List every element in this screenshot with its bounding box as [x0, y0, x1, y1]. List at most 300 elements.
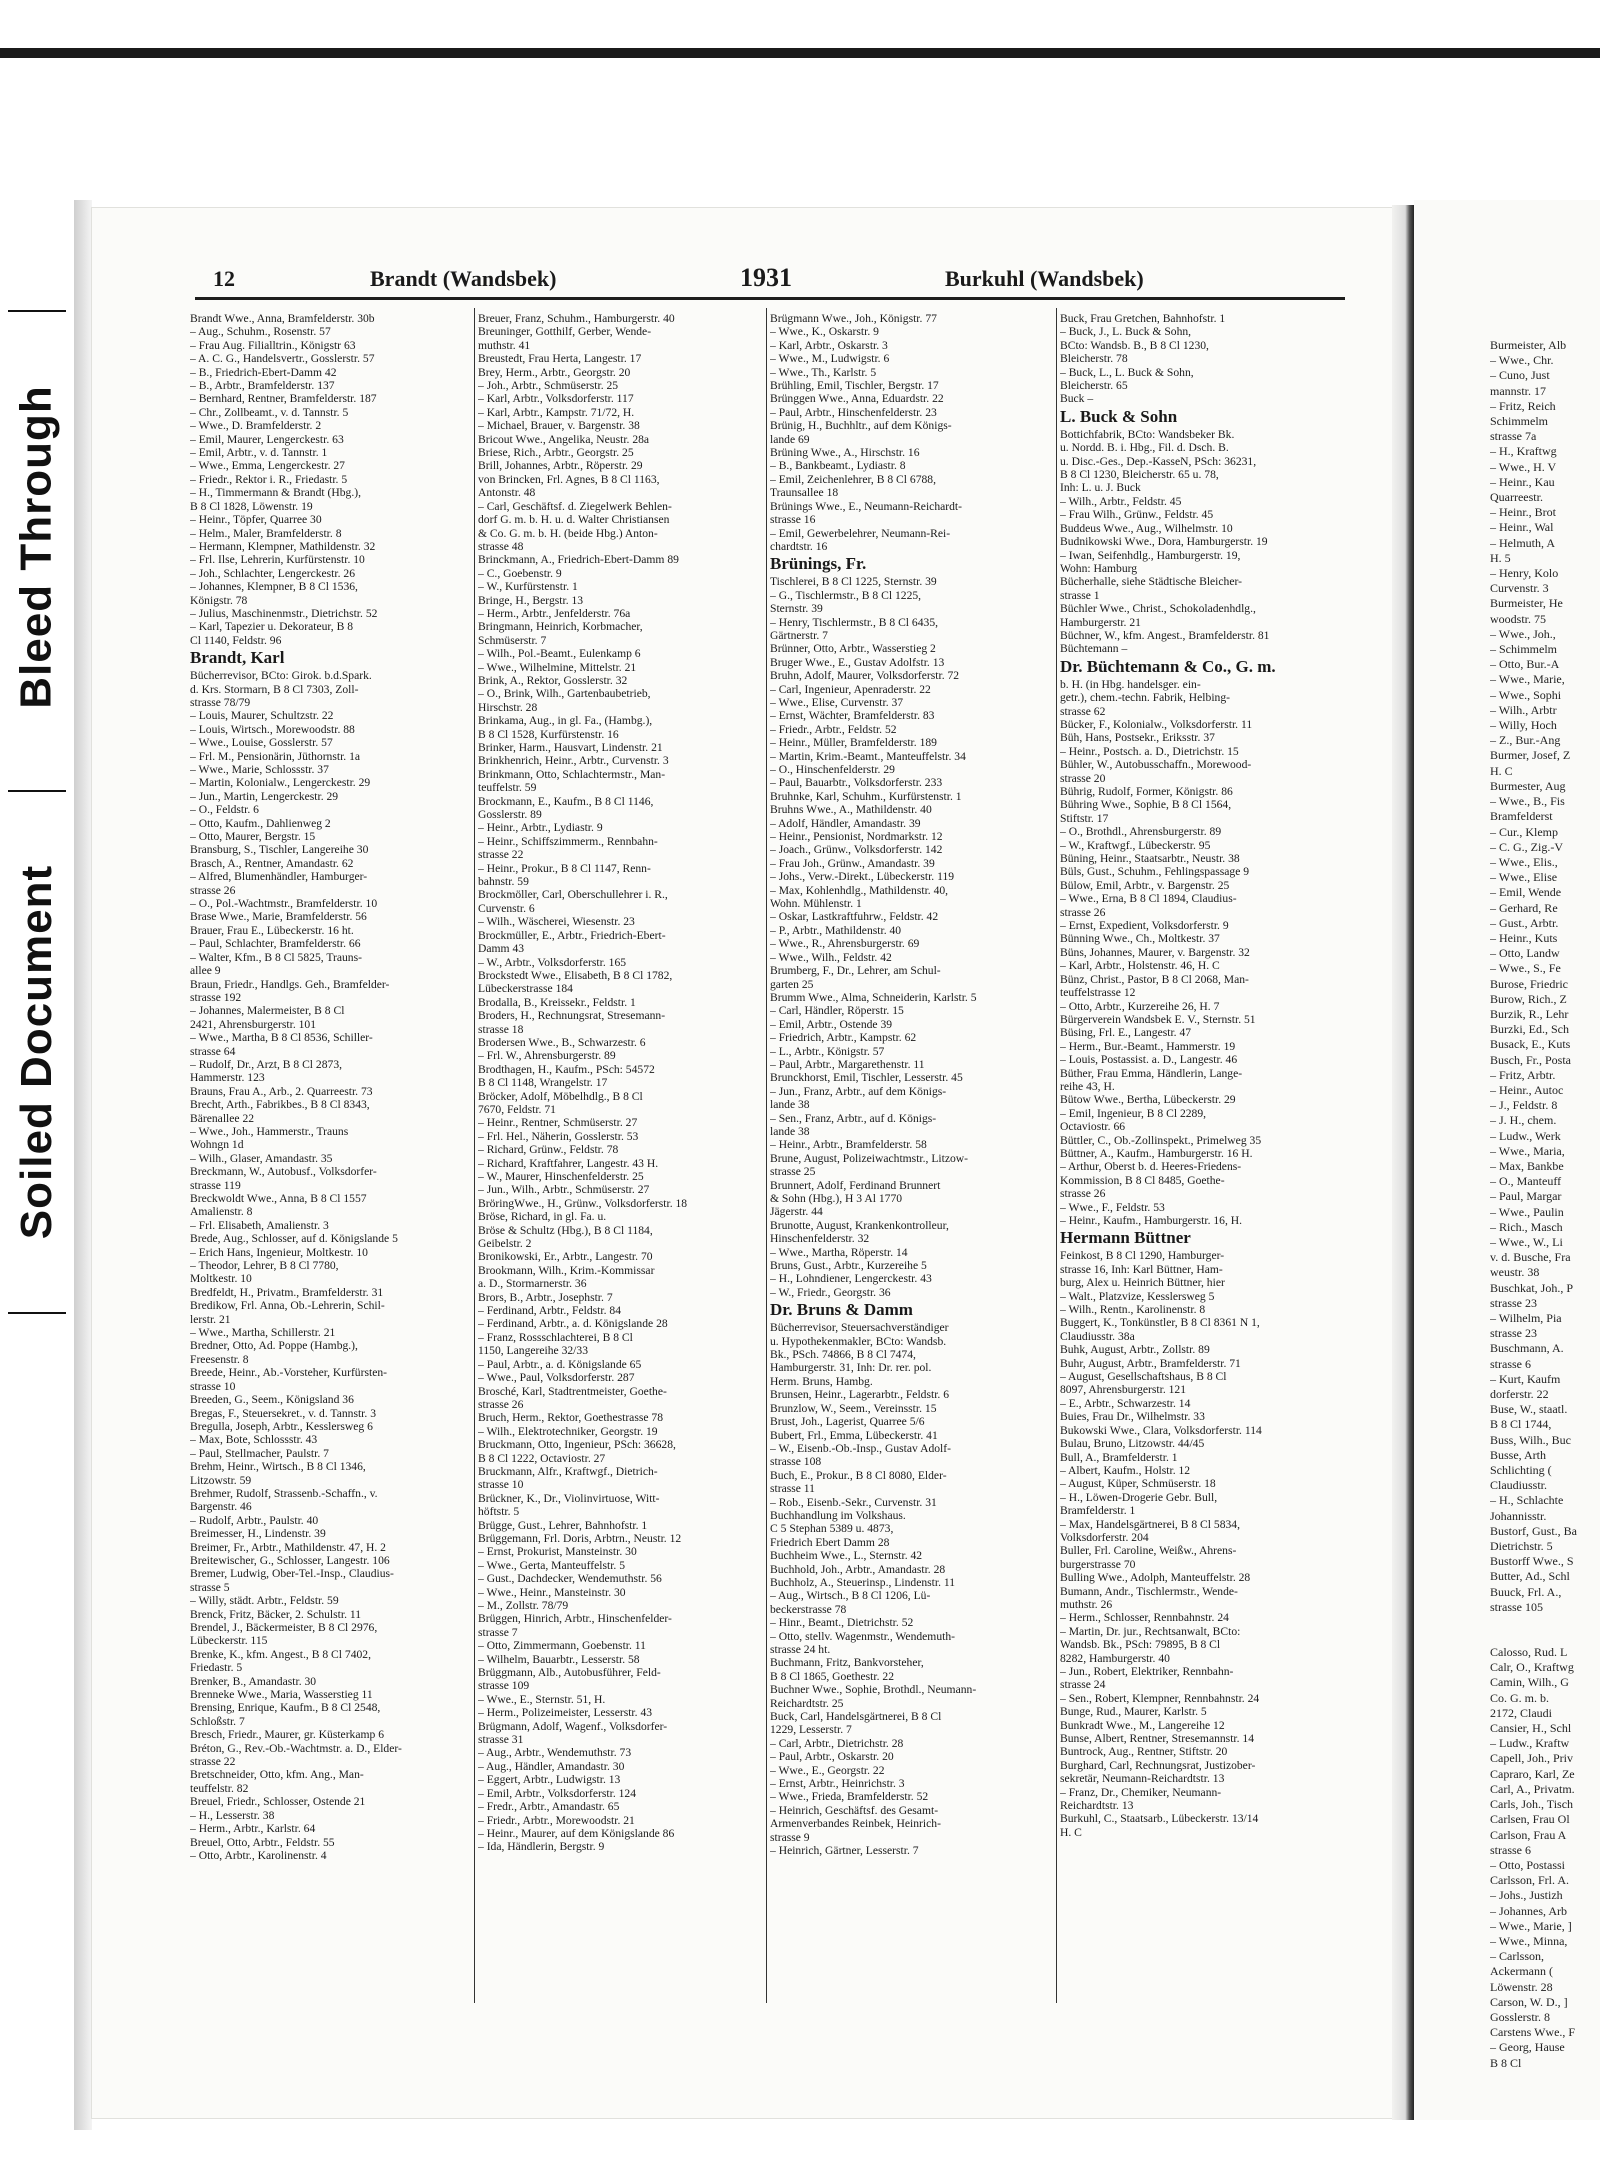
directory-entry: – Frl. Elisabeth, Amalienstr. 3: [190, 1218, 329, 1232]
adjacent-page-entry: Buse, W., staatl.: [1490, 1402, 1568, 1417]
directory-entry: – Wwe., Wilhelmine, Mittelstr. 21: [478, 660, 637, 674]
directory-entry: Litzowstr. 59: [190, 1473, 252, 1487]
directory-entry: BCto: Wandsb. B., B 8 Cl 1230,: [1060, 338, 1209, 352]
adjacent-page-entry: Dietrichstr. 5: [1490, 1539, 1553, 1554]
adjacent-page-entry: H. 5: [1490, 550, 1511, 565]
directory-entry: Brust, Joh., Lagerist, Quarree 5/6: [770, 1415, 925, 1429]
directory-entry: Bringe, H., Bergstr. 13: [478, 593, 584, 607]
directory-entry: – Emil, Maurer, Lengerckestr. 63: [190, 432, 344, 446]
directory-entry: 1229, Lesserstr. 7: [770, 1723, 852, 1737]
column-divider: [1056, 308, 1057, 2003]
directory-entry: Bulau, Bruno, Litzowstr. 44/45: [1060, 1437, 1205, 1451]
directory-entry: – Aug., Händler, Amandastr. 30: [478, 1759, 625, 1773]
column-divider: [474, 308, 475, 2003]
directory-entry: – Frl. W., Ahrensburgerstr. 89: [478, 1049, 616, 1063]
directory-entry: strasse 192: [190, 990, 242, 1004]
directory-entry: – Otto, Maurer, Bergstr. 15: [190, 830, 316, 844]
adjacent-page-entry: Calr, O., Kraftwg: [1490, 1660, 1574, 1675]
directory-entry: – Julius, Maschinenmstr., Dietrichstr. 52: [190, 606, 378, 620]
directory-entry: Tischlerei, B 8 Cl 1225, Sternstr. 39: [770, 575, 937, 589]
directory-entry: – Max, Bote, Schlossstr. 43: [190, 1433, 318, 1447]
directory-entry: Schmüserstr. 7: [478, 633, 547, 647]
directory-entry: – Wwe., E., Sternstr. 51, H.: [478, 1692, 606, 1706]
directory-entry: allee 9: [190, 964, 221, 978]
directory-entry: Hammerstr. 123: [190, 1071, 265, 1085]
adjacent-page-entry: – Johannes, Arb: [1490, 1903, 1567, 1918]
directory-entry: – Ernst, Expedient, Volksdorferstr. 9: [1060, 919, 1229, 933]
directory-entry: Braun, Friedr., Handlgs. Geh., Bramfelder-: [190, 977, 390, 991]
directory-entry: Bülow, Emil, Arbtr., v. Bargenstr. 25: [1060, 878, 1230, 892]
directory-entry: strasse 22: [190, 1755, 236, 1769]
directory-entry: Herm. Bruns, Hambg.: [770, 1374, 873, 1388]
directory-entry: – Wwe., Joh., Hammerstr., Trauns: [190, 1124, 349, 1138]
directory-entry: Brodthagen, H., Kaufm., PSch: 54572: [478, 1062, 655, 1076]
directory-entry: Stiftstr. 17: [1060, 811, 1109, 825]
adjacent-page-entry: Carl, A., Privatm.: [1490, 1781, 1575, 1796]
adjacent-page-entry: strasse 23: [1490, 1295, 1537, 1310]
adjacent-page-entry: Burow, Rich., Z: [1490, 991, 1567, 1006]
directory-entry: Reichardtstr. 13: [1060, 1799, 1134, 1813]
directory-entry: Bregas, F., Steuersekret., v. d. Tannstr. 3: [190, 1406, 376, 1420]
directory-entry: strasse 16: [770, 513, 816, 527]
directory-entry: Brünings, Fr.: [770, 554, 867, 574]
directory-entry: Brügmann Wwe., Joh., Königstr. 77: [770, 312, 937, 325]
directory-entry: – Walter, Kfm., B 8 Cl 5825, Trauns-: [190, 950, 362, 964]
directory-entry: – Herm., Arbtr., Jenfelderstr. 76a: [478, 606, 631, 620]
adjacent-page-entry: Capraro, Karl, Ze: [1490, 1766, 1575, 1781]
directory-entry: – Emil, Arbtr., v. d. Tannstr. 1: [190, 446, 328, 460]
directory-entry: Brauns, Frau A., Arb., 2. Quarreestr. 73: [190, 1084, 373, 1098]
directory-entry: Buhk, August, Arbtr., Zollstr. 89: [1060, 1343, 1210, 1357]
directory-entry: – Herm., Arbtr., Karlstr. 64: [190, 1822, 316, 1836]
directory-entry: Buchholz, A., Steuerinsp., Lindenstr. 11: [770, 1575, 956, 1589]
adjacent-page-entry: Schimmelm: [1490, 414, 1548, 429]
adjacent-page-entry: – Henry, Kolo: [1490, 566, 1559, 581]
directory-entry: Breuel, Otto, Arbtr., Feldstr. 55: [190, 1835, 335, 1849]
directory-entry: Wohn: Hamburg: [1060, 561, 1138, 575]
directory-entry: Bull, A., Bramfelderstr. 1: [1060, 1450, 1178, 1464]
directory-entry: Budnikowski Wwe., Dora, Hamburgerstr. 19: [1060, 535, 1268, 549]
directory-entry: Bransburg, S., Tischler, Langereihe 30: [190, 843, 369, 857]
adjacent-page-entry: Carlsson, Frl. A.: [1490, 1873, 1570, 1888]
directory-entry: – Frau Wilh., Grünw., Feldstr. 45: [1060, 508, 1214, 522]
directory-entry: Büh, Hans, Postsekr., Eriksstr. 37: [1060, 731, 1215, 745]
directory-entry: – Wwe., D. Bramfelderstr. 2: [190, 419, 322, 433]
directory-entry: – Wwe., Emma, Lengerckestr. 27: [190, 459, 345, 473]
adjacent-page-entry: – Wwe., Maria,: [1490, 1143, 1565, 1158]
adjacent-page-entry: – Otto, Landw: [1490, 946, 1560, 961]
adjacent-page-entry: – Helmuth, A: [1490, 535, 1555, 550]
directory-entry: – Martin, Krim.-Beamt., Manteuffelstr. 34: [770, 749, 966, 763]
directory-entry: – Wwe., M., Ludwigstr. 6: [770, 352, 890, 366]
directory-entry: Bröse & Schultz (Hbg.), B 8 Cl 1184,: [478, 1223, 653, 1237]
directory-entry: – Friedr., Arbtr., Feldstr. 52: [770, 722, 897, 736]
directory-entry: Bücker, F., Kolonialw., Volksdorferstr. 11: [1060, 717, 1253, 731]
adjacent-page-entry: – Cuno, Just: [1490, 368, 1550, 383]
adjacent-page-entry: – Cur., Klemp: [1490, 824, 1558, 839]
directory-entry: – P., Arbtr., Mathildenstr. 40: [770, 923, 902, 937]
directory-entry: – Wwe., K., Oskarstr. 9: [770, 325, 879, 339]
directory-entry: – Michael, Brauer, v. Bargenstr. 38: [478, 419, 640, 433]
directory-entry: Breimesser, H., Lindenstr. 39: [190, 1527, 326, 1541]
adjacent-page-entry: Curvenstr. 3: [1490, 581, 1549, 596]
directory-entry: – Wwe., Louise, Gosslerstr. 57: [190, 736, 333, 750]
directory-entry: lerstr. 21: [190, 1312, 231, 1326]
directory-entry: – Heinr., Pensionist, Nordmarkstr. 12: [770, 830, 943, 844]
directory-entry: Buch, E., Prokur., B 8 Cl 8080, Elder-: [770, 1468, 947, 1482]
directory-entry: – Heinr., Arbtr., Lydiastr. 9: [478, 821, 603, 835]
adjacent-page-entry: Butter, Ad., Schl: [1490, 1569, 1570, 1584]
directory-entry: – Heinr., Rentner, Schmüserstr. 27: [478, 1116, 638, 1130]
adjacent-page-entry: Schlichting (: [1490, 1463, 1552, 1478]
adjacent-page-entry: strasse 7a: [1490, 429, 1537, 444]
adjacent-page-entry: strasse 105: [1490, 1599, 1543, 1614]
directory-entry: – Richard, Grünw., Feldstr. 78: [478, 1143, 619, 1157]
directory-entry: – Wilh., Elektrotechniker, Georgstr. 19: [478, 1424, 658, 1438]
directory-entry: Brenker, B., Amandastr. 30: [190, 1674, 317, 1688]
directory-entry: – Frau Joh., Grünw., Amandastr. 39: [770, 856, 935, 870]
directory-entry: Brendel, J., Bäckermeister, B 8 Cl 2976,: [190, 1621, 378, 1634]
directory-entry: Bunkradt Wwe., M., Langereihe 12: [1060, 1718, 1225, 1732]
directory-entry: Brecht, Arth., Fabrikbes., B 8 Cl 8343,: [190, 1098, 370, 1112]
directory-entry: – O., Brothdl., Ahrensburgerstr. 89: [1060, 825, 1222, 839]
directory-entry: – Friedrich, Arbtr., Kampstr. 62: [770, 1031, 917, 1045]
directory-entry: – Frl. M., Pensionärin, Jüthornstr. 1a: [190, 749, 361, 763]
page-header: [195, 263, 1345, 294]
directory-entry: Büls, Gust., Schuhm., Fehlingspassage 9: [1060, 865, 1250, 879]
directory-entry: Brumm Wwe., Alma, Schneiderin, Karlstr. 5: [770, 990, 977, 1004]
directory-entry: Bredfeldt, H., Privatm., Bramfelderstr. 31: [190, 1285, 384, 1299]
header-rule: [195, 297, 1345, 300]
directory-entry: Bresch, Friedr., Maurer, gr. Küsterkamp 6: [190, 1728, 385, 1742]
adjacent-page-entry: weustr. 38: [1490, 1265, 1540, 1280]
directory-entry: Friedastr. 5: [190, 1661, 243, 1675]
adjacent-page-entry: – Georg, Hause: [1490, 2040, 1565, 2055]
directory-entry: muthstr. 26: [1060, 1597, 1113, 1611]
directory-entry: L. Buck & Sohn: [1060, 406, 1178, 426]
adjacent-page-entry: Buschkat, Joh., P: [1490, 1280, 1574, 1295]
directory-entry: strasse 62: [1060, 704, 1106, 718]
adjacent-page-entry: [1490, 1615, 1600, 1630]
adjacent-page-entry: – Paul, Margar: [1490, 1189, 1562, 1204]
adjacent-page-entry: Bustorf, Gust., Ba: [1490, 1523, 1577, 1538]
directory-entry: – Herm., Bur.-Beamt., Hammerstr. 19: [1060, 1039, 1236, 1053]
directory-entry: – Wwe., Gerta, Manteuffelstr. 5: [478, 1558, 626, 1572]
directory-entry: – Sen., Robert, Klempner, Rennbahnstr. 24: [1060, 1691, 1260, 1705]
directory-entry: – Wwe., Frieda, Bramfelderstr. 52: [770, 1790, 929, 1804]
adjacent-page-entry: Gosslerstr. 8: [1490, 2009, 1550, 2024]
directory-entry: – H., Timmermann & Brandt (Hbg.),: [190, 486, 362, 500]
directory-entry: – Wwe., Marie, Schlossstr. 37: [190, 763, 329, 776]
directory-entry: Friedrich Ebert Damm 28: [770, 1535, 890, 1549]
directory-entry: B 8 Cl 1148, Wrangelstr. 17: [478, 1076, 608, 1090]
directory-entry: – W., Kraftwgf., Lübeckerstr. 95: [1060, 838, 1211, 852]
directory-entry: – Louis, Postassist. a. D., Langestr. 46: [1060, 1053, 1238, 1067]
adjacent-page-entry: – Wwe., Sophi: [1490, 687, 1562, 702]
directory-entry: strasse 18: [478, 1022, 524, 1036]
directory-entry: Bringmann, Heinrich, Korbmacher,: [478, 620, 643, 634]
directory-entry: teuffelstr. 82: [190, 1781, 249, 1795]
directory-entry: strasse 48: [478, 539, 524, 553]
directory-entry: – Johannes, Malermeister, B 8 Cl: [190, 1004, 345, 1018]
directory-entry: – Rob., Eisenb.-Sekr., Curvenstr. 31: [770, 1495, 937, 1509]
directory-entry: strasse 78/79: [190, 695, 251, 709]
directory-entry: – Buck, J., L. Buck & Sohn,: [1060, 325, 1192, 339]
directory-entry: strasse 64: [190, 1044, 236, 1058]
directory-entry: – H., Löwen-Drogerie Gebr. Bull,: [1060, 1490, 1218, 1504]
directory-entry: – Herm., Schlosser, Rennbahnstr. 24: [1060, 1611, 1229, 1625]
directory-entry: Buhr, August, Arbtr., Bramfelderstr. 71: [1060, 1356, 1241, 1370]
directory-entry: Brors, B., Arbtr., Josephstr. 7: [478, 1290, 613, 1304]
directory-entry: Bürgerverein Wandsbek E. V., Sternstr. 51: [1060, 1012, 1256, 1026]
directory-entry: – Paul, Stellmacher, Paulstr. 7: [190, 1446, 329, 1460]
directory-entry: Brodersen Wwe., B., Schwarzestr. 6: [478, 1035, 646, 1049]
directory-entry: – Friedr., Rektor i. R., Friedastr. 5: [190, 472, 348, 486]
directory-entry: strasse 11: [770, 1482, 815, 1496]
directory-entry: Brünig, H., Buchhltr., auf dem Königs-: [770, 419, 952, 433]
directory-entry: – Karl, Arbtr., Oskarstr. 3: [770, 338, 888, 352]
directory-entry: Breeden, G., Seem., Königsland 36: [190, 1393, 354, 1407]
directory-entry: Wohn. Mühlenstr. 1: [770, 897, 862, 911]
adjacent-page-entry: – Heinr., Wal: [1490, 520, 1554, 535]
directory-entry: – Arthur, Oberst b. d. Heeres-Friedens-: [1060, 1160, 1242, 1174]
directory-entry: Bottichfabrik, BCto: Wandsbeker Bk.: [1060, 427, 1235, 441]
directory-entry: – August, Gesellschaftshaus, B 8 Cl: [1060, 1370, 1227, 1384]
adjacent-page-entry: Burzki, Ed., Sch: [1490, 1022, 1569, 1037]
directory-entry: – Otto, stellv. Wagenmstr., Wendemuth-: [770, 1629, 956, 1643]
directory-entry: Bricout Wwe., Angelika, Neustr. 28a: [478, 432, 650, 446]
directory-entry: Octaviostr. 66: [1060, 1120, 1126, 1134]
adjacent-page-entry: B 8 Cl 1744,: [1490, 1417, 1552, 1432]
directory-entry: Broders, H., Rechnungsrat, Stresemann-: [478, 1009, 666, 1023]
adjacent-page-entry: Löwenstr. 28: [1490, 1979, 1553, 1994]
directory-entry: Brunotte, August, Krankenkontrolleur,: [770, 1218, 949, 1232]
directory-entry: a. D., Stormarnerstr. 36: [478, 1277, 587, 1291]
directory-entry: – Johs., Verw.-Direkt., Lübeckerstr. 119: [770, 870, 955, 884]
directory-entry: Brühling, Emil, Tischler, Bergstr. 17: [770, 379, 939, 393]
adjacent-page-entry: Calosso, Rud. L: [1490, 1645, 1568, 1660]
directory-entry: Brink, A., Rektor, Gosslerstr. 32: [478, 673, 628, 687]
directory-entry: Breimer, Fr., Arbtr., Mathildenstr. 47, H. 2: [190, 1540, 386, 1554]
directory-entry: teuffelstr. 59: [478, 781, 537, 795]
directory-entry: H. C: [1060, 1825, 1082, 1839]
directory-entry: strasse 24: [1060, 1678, 1106, 1692]
directory-entry: – Wwe., Erna, B 8 Cl 1894, Claudius-: [1060, 892, 1237, 906]
adjacent-page-entry: Carlsen, Frau Ol: [1490, 1812, 1570, 1827]
directory-entry: d. Krs. Stormarn, B 8 Cl 7303, Zoll-: [190, 682, 359, 696]
directory-entry: Breustedt, Frau Herta, Langestr. 17: [478, 352, 642, 366]
directory-entry: strasse 5: [190, 1580, 230, 1594]
directory-entry: Bröcker, Adolf, Möbelhdlg., B 8 Cl: [478, 1089, 643, 1103]
directory-entry: Brey, Herm., Arbtr., Georgstr. 20: [478, 365, 631, 379]
directory-entry: strasse 10: [190, 1379, 236, 1393]
adjacent-page-entry: [1490, 1630, 1600, 1645]
directory-entry: strasse 25: [770, 1165, 816, 1179]
adjacent-page-entry: – H., Kraftwg: [1490, 444, 1557, 459]
directory-entry: Brasch, A., Rentner, Amandastr. 62: [190, 856, 354, 870]
directory-entry: – Wwe., Martha, Schillerstr. 21: [190, 1326, 336, 1340]
directory-entry: lande 69: [770, 432, 810, 446]
adjacent-page-entry: – H., Schlachte: [1490, 1493, 1564, 1508]
directory-entry: – Heinrich, Geschäftsf. des Gesamt-: [770, 1803, 939, 1817]
directory-entry: – Emil, Gewerbelehrer, Neumann-Rei-: [770, 526, 951, 540]
directory-entry: Brede, Aug., Schlosser, auf d. Königslande 5: [190, 1232, 398, 1246]
directory-entry: Bruch, Herm., Rektor, Goethestrasse 78: [478, 1411, 663, 1425]
soiled-document-label: Soiled Document: [8, 790, 66, 1314]
adjacent-page-entry: – Wwe., B., Fis: [1490, 794, 1565, 809]
directory-entry: Freesenstr. 8: [190, 1352, 249, 1366]
adjacent-page-entry: – Wilh., Arbtr: [1490, 702, 1557, 717]
directory-entry: – Emil, Arbtr., Ostende 39: [770, 1017, 893, 1031]
directory-entry: – Jun., Wilh., Arbtr., Schmüserstr. 27: [478, 1183, 650, 1197]
directory-entry: B 8 Cl 1865, Goethestr. 22: [770, 1669, 894, 1683]
directory-entry: Amalienstr. 8: [190, 1205, 253, 1219]
adjacent-page-entry: – Willy, Hoch: [1490, 718, 1557, 733]
directory-entry: strasse 9: [770, 1830, 810, 1844]
directory-entry: – Paul, Arbtr., Oskarstr. 20: [770, 1750, 894, 1764]
directory-entry: – Wwe., Elise, Curvenstr. 37: [770, 695, 904, 709]
directory-entry: Buchner Wwe., Sophie, Brothdl., Neumann-: [770, 1683, 977, 1697]
directory-entry: Buck –: [1060, 392, 1094, 406]
directory-entry: strasse 26: [1060, 1187, 1106, 1201]
adjacent-page-entry: – Wwe., Minna,: [1490, 1933, 1568, 1948]
directory-entry: – M., Zollstr. 78/79: [478, 1599, 569, 1612]
directory-entry: strasse 119: [190, 1178, 241, 1192]
adjacent-page-entry: – Fritz, Arbtr.: [1490, 1067, 1556, 1082]
directory-entry: Büttler, C., Ob.-Zollinspekt., Primelweg 35: [1060, 1133, 1262, 1147]
adjacent-page-column: [1490, 338, 1600, 2071]
adjacent-page-entry: 2172, Claudi: [1490, 1705, 1552, 1720]
adjacent-page-entry: – Wwe., W., Li: [1490, 1234, 1563, 1249]
directory-entry: – Frl. Ilse, Lehrerin, Kurfürstenstr. 10: [190, 553, 365, 567]
directory-entry: Bruhnke, Karl, Schuhm., Kurfürstenstr. 1: [770, 789, 962, 803]
adjacent-page-entry: – Johs., Justizh: [1490, 1888, 1563, 1903]
directory-entry: – Frl. Hel., Näherin, Gosslerstr. 53: [478, 1129, 639, 1143]
directory-entry: – Wwe., E., Georgstr. 22: [770, 1763, 885, 1777]
directory-entry: – Karl, Tapezier u. Dekorateur, B 8: [190, 620, 354, 634]
directory-entry: chardtstr. 16: [770, 539, 828, 553]
adjacent-page-entry: – Z., Bur.-Ang: [1490, 733, 1561, 748]
directory-entry: Bretschneider, Otto, kfm. Ang., Man-: [190, 1768, 364, 1782]
directory-entry: – Hinr., Beamt., Dietrichstr. 52: [770, 1616, 914, 1630]
directory-entry: Bleicherstr. 65: [1060, 379, 1128, 393]
directory-entry: getr.), chem.-techn. Fabrik, Helbing-: [1060, 691, 1230, 705]
directory-entry: Lübeckerstrasse 184: [478, 982, 573, 996]
directory-entry: höftstr. 5: [478, 1505, 520, 1519]
directory-entry: – Johannes, Klempner, B 8 Cl 1536,: [190, 580, 358, 594]
directory-entry: Buchheim Wwe., L., Sternstr. 42: [770, 1549, 923, 1563]
directory-entry: Büns, Johannes, Maurer, v. Bargenstr. 32: [1060, 945, 1250, 959]
directory-entry: Breckmann, W., Autobusf., Volksdorfer-: [190, 1165, 377, 1179]
adjacent-page-entry: Burose, Friedric: [1490, 976, 1568, 991]
directory-entry: lande 38: [770, 1098, 810, 1112]
directory-entry: sekretär, Neumann-Reichardtstr. 13: [1060, 1772, 1225, 1786]
directory-entry: – Gust., Dachdecker, Wendemuthstr. 56: [478, 1572, 662, 1586]
adjacent-page: [1414, 200, 1600, 2120]
directory-entry: – Sen., Franz, Arbtr., auf d. Königs-: [770, 1111, 937, 1125]
directory-entry: – Joh., Schlachter, Lengerckestr. 26: [190, 566, 356, 580]
directory-entry: – Ernst, Prokurist, Mansteinstr. 30: [478, 1545, 637, 1559]
adjacent-page-entry: Co. G. m. b.: [1490, 1690, 1550, 1705]
adjacent-page-entry: – Wwe., Elise: [1490, 870, 1558, 885]
directory-entry: – Otto, Arbtr., Karolinenstr. 4: [190, 1848, 327, 1862]
directory-entry: – Paul, Schlachter, Bramfelderstr. 66: [190, 937, 361, 951]
adjacent-page-entry: Carls, Joh., Tisch: [1490, 1797, 1574, 1812]
directory-entry: – Karl, Arbtr., Holstenstr. 46, H. C: [1060, 959, 1220, 973]
directory-entry: – B., Arbtr., Bramfelderstr. 137: [190, 379, 335, 393]
directory-entry: – Wwe., R., Ahrensburgerstr. 69: [770, 937, 920, 951]
directory-entry: – W., Maurer, Hinschenfelderstr. 25: [478, 1170, 644, 1183]
directory-entry: strasse 10: [478, 1478, 524, 1492]
directory-entry: Buck, Carl, Handelsgärtnerei, B 8 Cl: [770, 1710, 942, 1724]
directory-entry: strasse 26: [190, 883, 236, 897]
directory-entry: – W., Kurfürstenstr. 1: [478, 580, 578, 594]
directory-entry: – Heinr., Maurer, auf dem Königslande 86: [478, 1826, 675, 1840]
directory-entry: Traunsallee 18: [770, 486, 839, 500]
directory-entry: – Wwe., Martha, B 8 Cl 8536, Schiller-: [190, 1031, 373, 1045]
directory-entry: Bregulla, Joseph, Arbtr., Kesslersweg 6: [190, 1419, 373, 1433]
directory-entry: Buller, Frl. Caroline, Weißw., Ahrens-: [1060, 1544, 1237, 1558]
adjacent-page-entry: dorferstr. 22: [1490, 1387, 1549, 1402]
directory-entry: – Heinrich, Gärtner, Lesserstr. 7: [770, 1844, 919, 1858]
directory-entry: Breuel, Friedr., Schlosser, Ostende 21: [190, 1795, 366, 1809]
directory-entry: Armenverbandes Reinbek, Heinrich-: [770, 1817, 941, 1831]
directory-entry: Bruhn, Adolf, Maurer, Volksdorferstr. 72: [770, 669, 960, 683]
directory-entry: Bargenstr. 46: [190, 1500, 252, 1514]
directory-entry: garten 25: [770, 977, 814, 991]
adjacent-page-entry: – Wwe., Elis.,: [1490, 854, 1558, 869]
directory-entry: Brehmer, Rudolf, Strassenb.-Schaffn., v.: [190, 1486, 378, 1500]
directory-entry: Brehm, Heinr., Wirtsch., B 8 Cl 1346,: [190, 1460, 366, 1474]
directory-entry: Bünz, Christ., Pastor, B 8 Cl 2068, Man-: [1060, 972, 1249, 986]
directory-entry: – Erich Hans, Ingenieur, Moltkestr. 10: [190, 1245, 368, 1259]
directory-entry: – Wilh., Arbtr., Feldstr. 45: [1060, 494, 1182, 508]
directory-entry: – Ernst, Arbtr., Heinrichstr. 3: [770, 1777, 905, 1791]
adjacent-page-entry: – Fritz, Reich: [1490, 398, 1556, 413]
directory-entry: – Heinr., Postsch. a. D., Dietrichstr. 15: [1060, 744, 1239, 758]
directory-entry: – Adolf, Händler, Amandastr. 39: [770, 816, 921, 830]
directory-entry: – Fredr., Arbtr., Amandastr. 65: [478, 1800, 620, 1814]
directory-entry: Bukowski Wwe., Clara, Volksdorferstr. 114: [1060, 1423, 1262, 1437]
directory-entry: – Jun., Franz, Arbtr., auf dem Königs-: [770, 1084, 947, 1098]
adjacent-page-entry: – Wwe., Marie,: [1490, 672, 1565, 687]
directory-entry: Brinkhenrich, Heinr., Arbtr., Curvenstr. 3: [478, 754, 669, 768]
directory-entry: – Otto, Zimmermann, Goebenstr. 11: [478, 1639, 646, 1653]
adjacent-page-entry: Buuck, Frl. A.,: [1490, 1584, 1562, 1599]
directory-entry: – Jun., Martin, Lengerckestr. 29: [190, 789, 339, 803]
directory-entry: & Co. G. m. b. H. (beide Hbg.) Anton-: [478, 526, 658, 540]
adjacent-page-entry: Burzik, R., Lehr: [1490, 1006, 1569, 1021]
directory-entry: Breitewischer, G., Schlosser, Langestr. 106: [190, 1553, 390, 1567]
directory-entry: – L., Arbtr., Königstr. 57: [770, 1044, 885, 1058]
directory-entry: – Louis, Maurer, Schultzstr. 22: [190, 709, 334, 723]
directory-entry: Inh: L. u. J. Buck: [1060, 481, 1141, 495]
directory-entry: Burkuhl, C., Staatsarb., Lübeckerstr. 13/14: [1060, 1812, 1259, 1826]
directory-entry: Königstr. 78: [190, 593, 248, 607]
directory-entry: Brinckmann, A., Friedrich-Ebert-Damm 89: [478, 553, 679, 567]
adjacent-page-entry: Burmester, Aug: [1490, 778, 1566, 793]
directory-entry: – Buck, L., L. Buck & Sohn,: [1060, 365, 1194, 379]
directory-entry: – H., Lohndiener, Lengerckestr. 43: [770, 1272, 932, 1286]
directory-entry: – Wilh., Rentn., Karolinenstr. 8: [1060, 1303, 1206, 1317]
directory-entry: Breuninger, Gotthilf, Gerber, Wende-: [478, 325, 652, 339]
directory-entry: Brenke, K., kfm. Angest., B 8 Cl 7402,: [190, 1647, 371, 1661]
directory-entry: – Paul, Arbtr., Margarethenstr. 11: [770, 1057, 925, 1071]
directory-entry: Brosché, Karl, Stadtrentmeister, Goethe-: [478, 1384, 667, 1398]
header-left-title: Brandt (Wandsbek): [370, 266, 557, 291]
directory-entry: – Wwe., Paul, Volksdorferstr. 287: [478, 1371, 635, 1385]
adjacent-page-entry: H. C: [1490, 763, 1513, 778]
